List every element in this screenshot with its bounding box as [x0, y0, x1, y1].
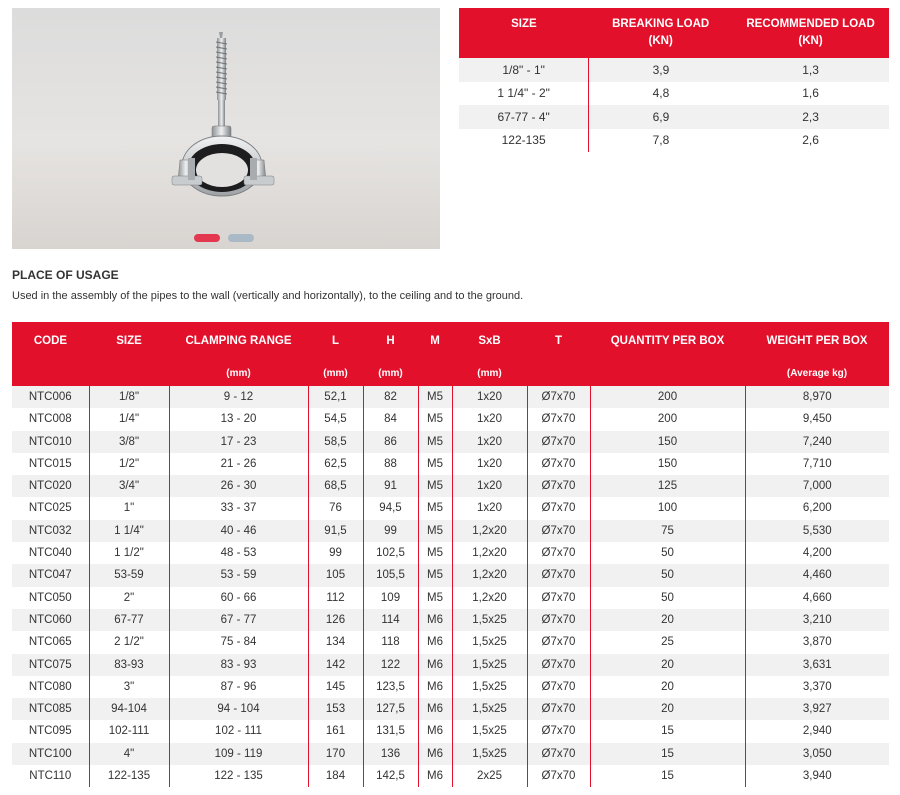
spec-header-cell: L — [308, 322, 363, 364]
load-table-cell: 1,3 — [733, 58, 889, 82]
table-cell: NTC015 — [12, 453, 89, 475]
table-cell: NTC080 — [12, 676, 89, 698]
table-cell: 1x20 — [452, 431, 527, 453]
table-cell: 7,710 — [745, 453, 889, 475]
spec-table-header — [12, 322, 889, 364]
load-header-breaking: BREAKING LOAD (KN) — [589, 8, 733, 58]
spec-header-cell: SxB — [452, 322, 527, 364]
table-row — [12, 386, 889, 408]
table-cell: Ø7x70 — [527, 676, 590, 698]
table-cell: Ø7x70 — [527, 386, 590, 408]
table-cell: 99 — [308, 542, 363, 564]
table-cell: 1" — [89, 497, 169, 519]
load-table-cell: 122-135 — [459, 129, 589, 153]
table-cell: 3,210 — [745, 609, 889, 631]
table-cell: 76 — [308, 497, 363, 519]
table-cell: 109 — [363, 587, 418, 609]
table-cell: 9 - 12 — [169, 386, 308, 408]
table-row — [12, 564, 889, 586]
spec-subheader-cell — [418, 364, 452, 386]
spec-subheader-cell — [89, 364, 169, 386]
table-cell: NTC010 — [12, 431, 89, 453]
table-cell: 1x20 — [452, 497, 527, 519]
table-row — [12, 698, 889, 720]
table-cell: 1 1/4" — [89, 520, 169, 542]
table-cell: M6 — [418, 743, 452, 765]
table-cell: 136 — [363, 743, 418, 765]
pipe-clamp-illustration — [12, 8, 440, 249]
table-cell: M6 — [418, 698, 452, 720]
table-cell: 20 — [590, 698, 745, 720]
table-cell: 75 - 84 — [169, 631, 308, 653]
table-cell: 122 — [363, 654, 418, 676]
load-table-row — [459, 129, 889, 153]
table-cell: 153 — [308, 698, 363, 720]
load-header-recommended: RECOMMENDED LOAD (KN) — [733, 8, 889, 58]
table-cell: M5 — [418, 520, 452, 542]
table-cell: 118 — [363, 631, 418, 653]
table-cell: 112 — [308, 587, 363, 609]
spec-table-subheader — [12, 364, 889, 386]
table-row — [12, 720, 889, 742]
table-cell: 53-59 — [89, 564, 169, 586]
table-cell: 62,5 — [308, 453, 363, 475]
table-cell: 4" — [89, 743, 169, 765]
spec-subheader-cell: (mm) — [452, 364, 527, 386]
table-cell: 20 — [590, 654, 745, 676]
table-cell: NTC060 — [12, 609, 89, 631]
table-cell: Ø7x70 — [527, 698, 590, 720]
table-cell: NTC110 — [12, 765, 89, 787]
table-row — [12, 654, 889, 676]
table-cell: 83 - 93 — [169, 654, 308, 676]
load-table-cell: 1/8" - 1" — [459, 58, 589, 82]
table-cell: 1 1/2" — [89, 542, 169, 564]
spec-subheader-cell: (mm) — [308, 364, 363, 386]
table-cell: 184 — [308, 765, 363, 787]
table-cell: 75 — [590, 520, 745, 542]
table-cell: 5,530 — [745, 520, 889, 542]
table-cell: M5 — [418, 408, 452, 430]
table-cell: 105 — [308, 564, 363, 586]
table-cell: 68,5 — [308, 475, 363, 497]
table-cell: M6 — [418, 609, 452, 631]
table-cell: 3,370 — [745, 676, 889, 698]
table-cell: 3,927 — [745, 698, 889, 720]
table-cell: M5 — [418, 497, 452, 519]
table-row — [12, 631, 889, 653]
table-cell: 26 - 30 — [169, 475, 308, 497]
table-cell: 1,5x25 — [452, 654, 527, 676]
table-cell: 3/4" — [89, 475, 169, 497]
table-cell: 122 - 135 — [169, 765, 308, 787]
table-cell: 3/8" — [89, 431, 169, 453]
table-cell: 94-104 — [89, 698, 169, 720]
table-cell: 6,200 — [745, 497, 889, 519]
table-cell: 3,050 — [745, 743, 889, 765]
table-cell: NTC047 — [12, 564, 89, 586]
spec-subheader-cell: (Average kg) — [745, 364, 889, 386]
table-cell: 83-93 — [89, 654, 169, 676]
table-row — [12, 676, 889, 698]
table-cell: 1,5x25 — [452, 720, 527, 742]
load-table-cell: 4,8 — [589, 82, 733, 106]
spec-header-cell: QUANTITY PER BOX — [590, 322, 745, 364]
table-cell: 1/8" — [89, 386, 169, 408]
table-cell: M5 — [418, 475, 452, 497]
load-table-cell: 1 1/4" - 2" — [459, 82, 589, 106]
load-table-header — [459, 8, 889, 58]
table-cell: Ø7x70 — [527, 408, 590, 430]
table-cell: NTC006 — [12, 386, 89, 408]
table-cell: 4,660 — [745, 587, 889, 609]
table-cell: 125 — [590, 475, 745, 497]
table-row — [12, 609, 889, 631]
load-table — [459, 8, 889, 152]
carousel-dots — [194, 234, 254, 242]
table-cell: 114 — [363, 609, 418, 631]
load-table-row — [459, 105, 889, 129]
table-cell: 17 - 23 — [169, 431, 308, 453]
table-cell: 2,940 — [745, 720, 889, 742]
carousel-dot-active[interactable] — [194, 234, 220, 242]
usage-text: Used in the assembly of the pipes to the wall (vertically and horizontally), to the ceiling and to the ground. — [12, 290, 524, 302]
table-cell: Ø7x70 — [527, 609, 590, 631]
table-cell: NTC008 — [12, 408, 89, 430]
table-cell: 60 - 66 — [169, 587, 308, 609]
table-cell: 102 - 111 — [169, 720, 308, 742]
load-table-row — [459, 58, 889, 82]
table-cell: 4,460 — [745, 564, 889, 586]
table-cell: NTC085 — [12, 698, 89, 720]
table-cell: 150 — [590, 453, 745, 475]
table-cell: 102-111 — [89, 720, 169, 742]
product-image — [12, 8, 440, 249]
table-cell: 2 1/2" — [89, 631, 169, 653]
table-cell: 67 - 77 — [169, 609, 308, 631]
table-cell: 87 - 96 — [169, 676, 308, 698]
table-cell: 21 - 26 — [169, 453, 308, 475]
table-cell: 91 — [363, 475, 418, 497]
table-cell: 94,5 — [363, 497, 418, 519]
spec-subheader-cell — [12, 364, 89, 386]
table-cell: 86 — [363, 431, 418, 453]
spec-subheader-cell — [590, 364, 745, 386]
table-cell: 1,5x25 — [452, 698, 527, 720]
table-cell: 20 — [590, 609, 745, 631]
table-cell: M6 — [418, 676, 452, 698]
table-cell: M5 — [418, 587, 452, 609]
table-cell: 1x20 — [452, 453, 527, 475]
spec-header-cell: M — [418, 322, 452, 364]
table-cell: M5 — [418, 386, 452, 408]
load-table-cell: 2,6 — [733, 129, 889, 153]
table-cell: M6 — [418, 720, 452, 742]
table-row — [12, 743, 889, 765]
table-cell: Ø7x70 — [527, 654, 590, 676]
table-cell: 48 - 53 — [169, 542, 308, 564]
spec-subheader-cell: (mm) — [169, 364, 308, 386]
table-cell: Ø7x70 — [527, 497, 590, 519]
table-row — [12, 520, 889, 542]
table-row — [12, 431, 889, 453]
table-cell: 99 — [363, 520, 418, 542]
spec-table-body — [12, 386, 889, 787]
table-cell: 52,1 — [308, 386, 363, 408]
load-table-cell: 6,9 — [589, 105, 733, 129]
spec-header-cell: CODE — [12, 322, 89, 364]
table-cell: 2x25 — [452, 765, 527, 787]
table-row — [12, 453, 889, 475]
table-cell: 91,5 — [308, 520, 363, 542]
load-table-cell: 67-77 - 4" — [459, 105, 589, 129]
load-table-body — [459, 58, 889, 152]
table-cell: 9,450 — [745, 408, 889, 430]
table-cell: M5 — [418, 453, 452, 475]
table-cell: Ø7x70 — [527, 453, 590, 475]
table-cell: 170 — [308, 743, 363, 765]
table-cell: 3,870 — [745, 631, 889, 653]
table-cell: NTC075 — [12, 654, 89, 676]
table-cell: 1,5x25 — [452, 631, 527, 653]
table-cell: M6 — [418, 654, 452, 676]
spec-header-cell: H — [363, 322, 418, 364]
table-cell: 123,5 — [363, 676, 418, 698]
table-cell: 1,2x20 — [452, 520, 527, 542]
table-cell: Ø7x70 — [527, 631, 590, 653]
table-cell: 15 — [590, 765, 745, 787]
table-cell: 94 - 104 — [169, 698, 308, 720]
load-table-cell: 2,3 — [733, 105, 889, 129]
table-cell: 8,970 — [745, 386, 889, 408]
table-cell: 1,5x25 — [452, 676, 527, 698]
table-cell: 161 — [308, 720, 363, 742]
table-cell: NTC020 — [12, 475, 89, 497]
table-cell: 145 — [308, 676, 363, 698]
table-cell: Ø7x70 — [527, 431, 590, 453]
table-cell: 4,200 — [745, 542, 889, 564]
table-cell: Ø7x70 — [527, 587, 590, 609]
table-cell: Ø7x70 — [527, 520, 590, 542]
table-cell: Ø7x70 — [527, 475, 590, 497]
table-cell: NTC040 — [12, 542, 89, 564]
load-table-cell: 7,8 — [589, 129, 733, 153]
spec-subheader-cell: (mm) — [363, 364, 418, 386]
load-table-row — [459, 82, 889, 106]
load-header-size: SIZE — [459, 8, 589, 58]
table-cell: 1,2x20 — [452, 542, 527, 564]
table-cell: 1x20 — [452, 386, 527, 408]
table-cell: NTC050 — [12, 587, 89, 609]
carousel-dot-inactive[interactable] — [228, 234, 254, 242]
table-cell: 20 — [590, 676, 745, 698]
table-cell: NTC032 — [12, 520, 89, 542]
table-cell: 109 - 119 — [169, 743, 308, 765]
table-cell: 1,2x20 — [452, 587, 527, 609]
table-cell: M5 — [418, 542, 452, 564]
table-row — [12, 542, 889, 564]
table-row — [12, 765, 889, 787]
table-cell: 200 — [590, 386, 745, 408]
table-cell: 2" — [89, 587, 169, 609]
table-cell: 122-135 — [89, 765, 169, 787]
table-cell: M5 — [418, 431, 452, 453]
spec-header-cell: CLAMPING RANGE — [169, 322, 308, 364]
table-cell: M6 — [418, 631, 452, 653]
table-cell: Ø7x70 — [527, 765, 590, 787]
table-cell: 127,5 — [363, 698, 418, 720]
table-cell: 134 — [308, 631, 363, 653]
table-cell: 7,000 — [745, 475, 889, 497]
table-cell: 67-77 — [89, 609, 169, 631]
table-row — [12, 475, 889, 497]
table-cell: 105,5 — [363, 564, 418, 586]
table-cell: 7,240 — [745, 431, 889, 453]
table-cell: 1,2x20 — [452, 564, 527, 586]
table-cell: 88 — [363, 453, 418, 475]
table-cell: 1/4" — [89, 408, 169, 430]
table-cell: 131,5 — [363, 720, 418, 742]
table-cell: 40 - 46 — [169, 520, 308, 542]
table-cell: Ø7x70 — [527, 743, 590, 765]
table-cell: 3,940 — [745, 765, 889, 787]
table-row — [12, 497, 889, 519]
table-cell: 84 — [363, 408, 418, 430]
load-table-cell: 1,6 — [733, 82, 889, 106]
spec-subheader-cell — [527, 364, 590, 386]
table-row — [12, 587, 889, 609]
table-cell: 142 — [308, 654, 363, 676]
table-cell: 1x20 — [452, 408, 527, 430]
table-cell: 1,5x25 — [452, 743, 527, 765]
table-cell: 15 — [590, 720, 745, 742]
table-cell: 50 — [590, 587, 745, 609]
table-cell: 1,5x25 — [452, 609, 527, 631]
table-cell: Ø7x70 — [527, 720, 590, 742]
spec-header-cell: SIZE — [89, 322, 169, 364]
table-cell: 100 — [590, 497, 745, 519]
table-cell: 50 — [590, 542, 745, 564]
table-cell: 1x20 — [452, 475, 527, 497]
table-cell: 15 — [590, 743, 745, 765]
table-cell: NTC025 — [12, 497, 89, 519]
table-row — [12, 408, 889, 430]
table-cell: Ø7x70 — [527, 564, 590, 586]
table-cell: 33 - 37 — [169, 497, 308, 519]
table-cell: 3,631 — [745, 654, 889, 676]
table-cell: 102,5 — [363, 542, 418, 564]
table-cell: 58,5 — [308, 431, 363, 453]
table-cell: NTC095 — [12, 720, 89, 742]
table-cell: 82 — [363, 386, 418, 408]
table-cell: 150 — [590, 431, 745, 453]
table-cell: 13 - 20 — [169, 408, 308, 430]
spec-header-cell: WEIGHT PER BOX — [745, 322, 889, 364]
table-cell: M6 — [418, 765, 452, 787]
table-cell: NTC065 — [12, 631, 89, 653]
table-cell: 142,5 — [363, 765, 418, 787]
table-cell: Ø7x70 — [527, 542, 590, 564]
spec-table — [12, 322, 889, 787]
table-cell: 1/2" — [89, 453, 169, 475]
table-cell: 25 — [590, 631, 745, 653]
table-cell: 3" — [89, 676, 169, 698]
table-cell: NTC100 — [12, 743, 89, 765]
table-cell: M5 — [418, 564, 452, 586]
table-cell: 50 — [590, 564, 745, 586]
load-table-cell: 3,9 — [589, 58, 733, 82]
table-cell: 200 — [590, 408, 745, 430]
table-cell: 126 — [308, 609, 363, 631]
table-cell: 53 - 59 — [169, 564, 308, 586]
spec-header-cell: T — [527, 322, 590, 364]
table-cell: 54,5 — [308, 408, 363, 430]
usage-title: PLACE OF USAGE — [12, 268, 119, 282]
